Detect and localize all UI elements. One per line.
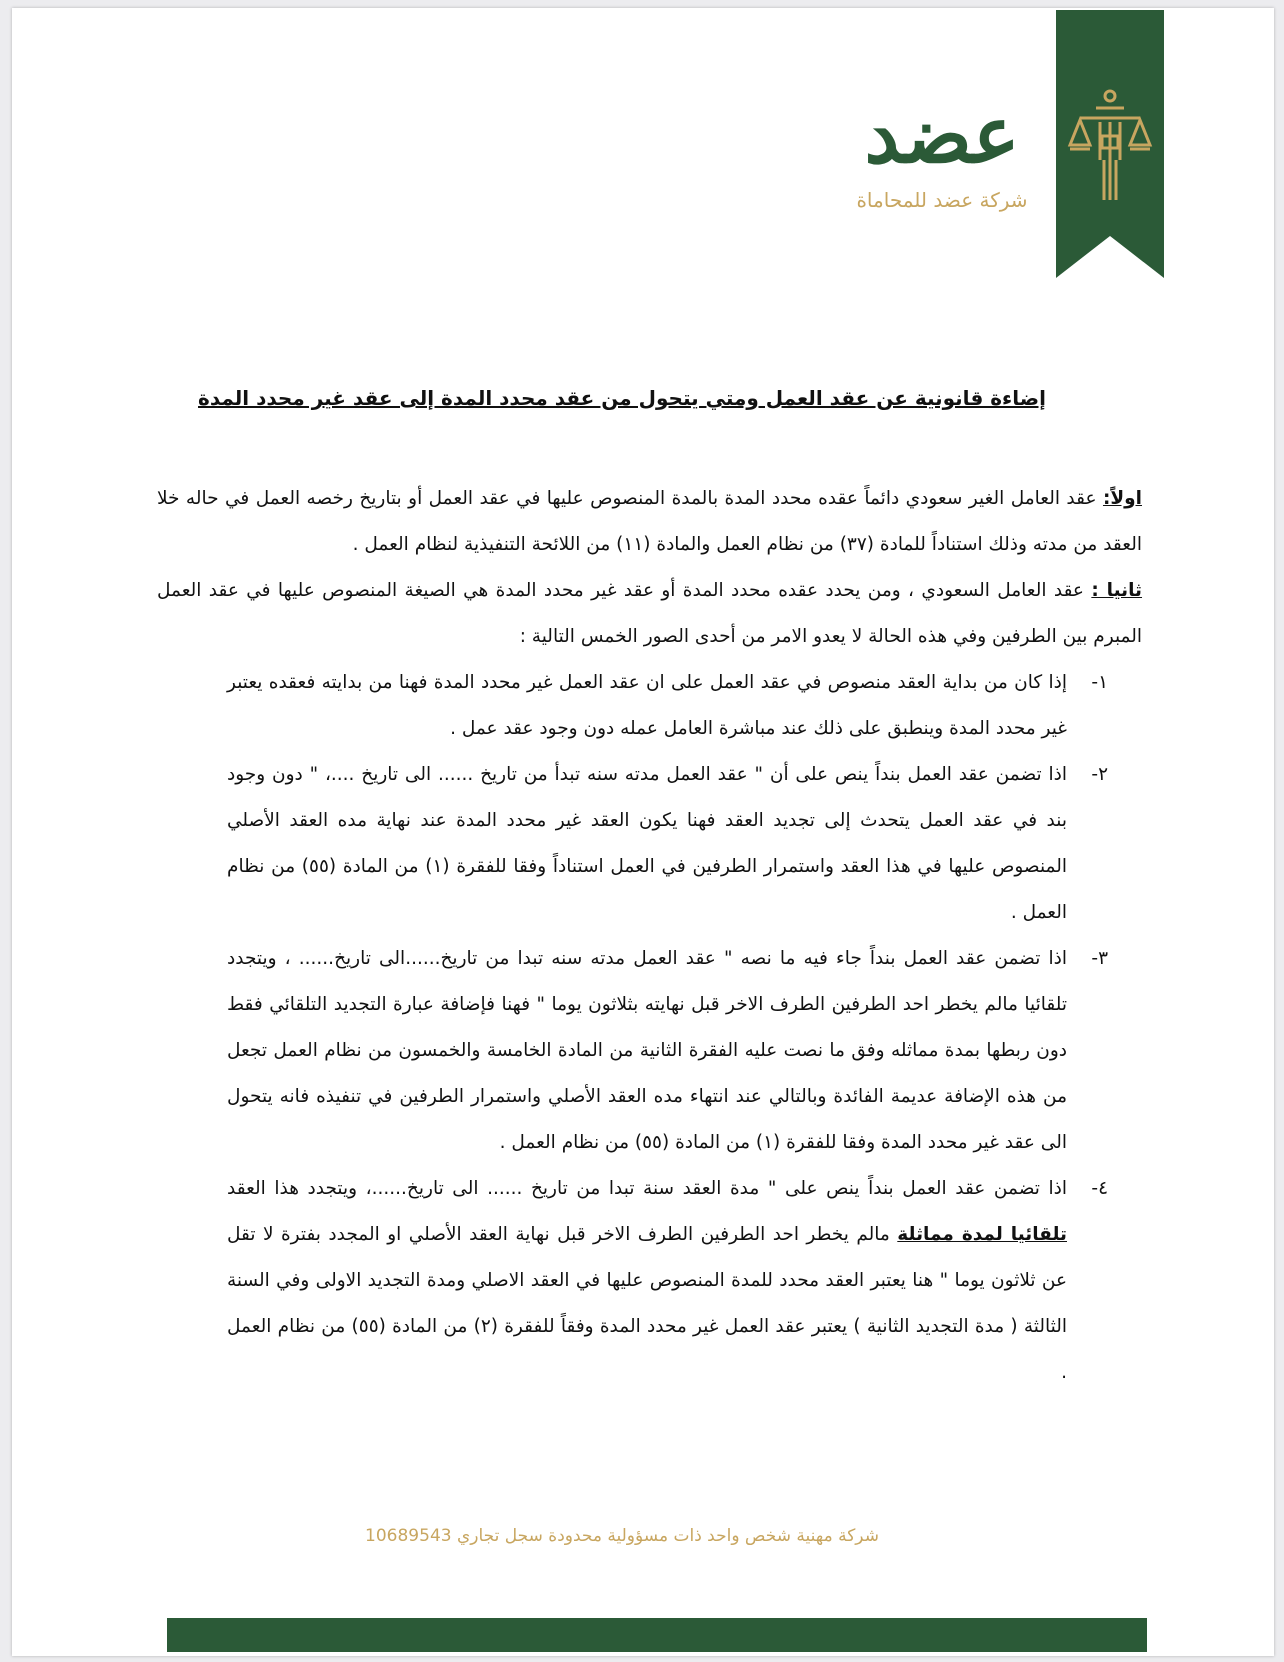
clause-item (157, 752, 1142, 936)
clause-item (157, 936, 1142, 1166)
paragraph-first (157, 476, 1142, 568)
clause-text: اذا تضمن عقد العمل بنداً جاء فيه ما نصه " عقد العمل مدته سنه تبدا من تاريخ......الى تاريخ...... ، ويتجدد تلقائيا مالم يخطر احد الطرفين الطرف الاخر قبل نهايته بثلاثون يوما " فهنا فإضافة عبارة التجديد التلقائي فقط دون ربطها بمدة مماثله وفق ما نصت عليه الفقرة الثانية من المادة الخامسة والخمسون من نظام العمل تجعل من هذه الإضافة عديمة الفائدة وبالتالي عند انتهاء مده العقد الأصلي واستمرار الطرفين في تنفيذه فانه يتحول الى عقد غير محدد المدة وفقا للفقرة (١) من المادة (٥٥) من نظام العمل . (227, 948, 1067, 1153)
clause-emphasis: تلقائيا لمدة مماثلة (897, 1224, 1067, 1245)
logo-mark: عضد (864, 90, 1020, 181)
clause-number: ٢- (1091, 764, 1108, 785)
document-body (157, 476, 1142, 1396)
clause-number: ١- (1091, 672, 1108, 693)
header-ribbon (1056, 10, 1164, 278)
paragraph-first-label: اولاً: (1102, 488, 1142, 509)
clause-item (157, 1166, 1142, 1396)
footer-bar (167, 1618, 1147, 1652)
paragraph-second-label: ثانيا : (1091, 580, 1143, 601)
clause-list (157, 660, 1142, 1396)
clause-text: اذا تضمن عقد العمل بنداً ينص على أن " عقد العمل مدته سنه تبدأ من تاريخ ...... الى تاريخ ....، " دون وجود بند في عقد العمل يتحدث إلى تجديد العقد فهنا يكون العقد غير محدد المدة عند نهاية مده العقد الأصلي المنصوص عليها في هذا العقد واستمرار الطرفين في العمل استناداً وفقا للفقرة (١) من المادة (٥٥) من نظام العمل . (227, 764, 1067, 923)
clause-text-before: اذا تضمن عقد العمل بنداً ينص على " مدة العقد سنة تبدا من تاريخ ...... الى تاريخ......، ويتجدد هذا العقد (227, 1178, 1067, 1199)
clause-number: ٤- (1091, 1178, 1108, 1199)
paragraph-second-text: عقد العامل السعودي ، ومن يحدد عقده محدد المدة أو عقد غير محدد المدة هي الصيغة المنصوص عليها في عقد العمل المبرم بين الطرفين وفي هذه الحالة لا يعدو الامر من أحدى الصور الخمس التالية : (157, 580, 1142, 647)
logo-subtitle: شركة عضد للمحاماة (856, 188, 1028, 212)
company-logo (842, 86, 1042, 226)
footer-registration: شركة مهنية شخص واحد ذات مسؤولية محدودة سجل تجاري 10689543 (365, 1526, 879, 1546)
scales-of-justice-icon (1056, 10, 1164, 278)
document-page (12, 8, 1274, 1656)
clause-number: ٣- (1091, 948, 1108, 969)
paragraph-second (157, 568, 1142, 660)
clause-item (157, 660, 1142, 752)
clause-text-after: مالم يخطر احد الطرفين الطرف الاخر قبل نهاية العقد الأصلي او المجدد بفترة لا تقل عن ثلاثون يوما " هنا يعتبر العقد محدد للمدة المنصوص عليها في العقد الاصلي ومدة التجديد الاولى وفي السنة الثالثة ( مدة التجديد الثانية ) يعتبر عقد العمل غير محدد المدة وفقاً للفقرة (٢) من المادة (٥٥) من نظام العمل . (227, 1224, 1067, 1383)
paragraph-first-text: عقد العامل الغير سعودي دائماً عقده محدد المدة بالمدة المنصوص عليها في عقد العمل أو بتاريخ رخصه العمل في حاله خلا العقد من مدته وذلك استناداً للمادة (٣٧) من نظام العمل والمادة (١١) من اللائحة التنفيذية لنظام العمل . (157, 488, 1142, 555)
document-title: إضاءة قانونية عن عقد العمل ومتي يتحول من عقد محدد المدة إلى عقد غير محدد المدة (198, 386, 1046, 410)
clause-text: إذا كان من بداية العقد منصوص في عقد العمل على ان عقد العمل غير محدد المدة فهنا من بدايته فعقده يعتبر غير محدد المدة وينطبق على ذلك عند مباشرة العامل عمله دون وجود عقد عمل . (227, 672, 1067, 739)
